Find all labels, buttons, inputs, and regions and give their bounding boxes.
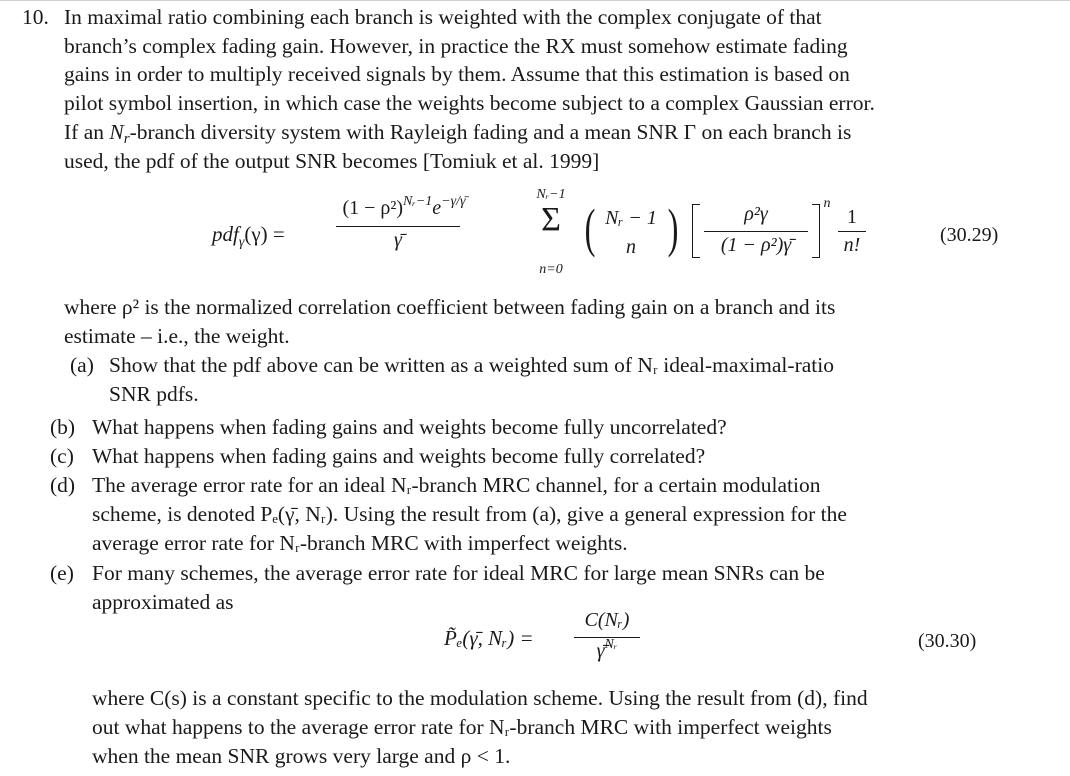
eq1-fraction-bar (336, 226, 460, 227)
problem-number: 10. (22, 5, 49, 29)
intro-line: In maximal ratio combining each branch is weighted with the complex conjugate of that (64, 5, 822, 29)
intro-line: pilot symbol insertion, in which case the weights become subject to a complex Gaussian error. (64, 91, 875, 115)
part-b-text: What happens when fading gains and weights become fully uncorrelated? (92, 415, 727, 439)
intro-line: branch’s complex fading gain. However, in practice the RX must somehow estimate fading (64, 34, 848, 58)
part-a-label: (a) (70, 353, 94, 377)
intro-line: gains in order to multiply received signals by them. Assume that this estimation is based on (64, 62, 850, 86)
closing-line: out what happens to the average error rate for Nᵣ-branch MRC with imperfect weights (92, 715, 832, 739)
eq2-lhs: P̃ₑ(γ̄, Nᵣ) = (444, 626, 534, 650)
part-d-text: The average error rate for an ideal Nᵣ-branch MRC channel, for a certain modulation (92, 473, 821, 497)
bracket-right (812, 204, 820, 258)
part-a-text: Show that the pdf above can be written as a weighted sum of Nᵣ ideal-maximal-ratio (109, 353, 834, 377)
bracket-numerator: ρ²γ (744, 203, 768, 225)
intro-line: used, the pdf of the output SNR becomes [Tomiuk et al. 1999] (64, 149, 600, 173)
summation-sign: Σ (541, 201, 561, 238)
equation-number: (30.29) (940, 224, 999, 246)
binom-bottom: n (626, 236, 636, 258)
part-d-text: scheme, is denoted Pₑ(γ̄, Nᵣ). Using the result from (a), give a general expression for the (92, 502, 847, 526)
eq1-lhs: pdf$_\gamma$(γ) = (212, 222, 285, 250)
part-a-text: SNR pdfs. (109, 382, 199, 406)
eq1-numerator: $(1 - \rho^2)^{Nᵣ-1}e^{-\gamma/\gammā}$ (342, 194, 466, 219)
closing-line: where C(s) is a constant specific to the modulation scheme. Using the result from (d), find (92, 686, 868, 710)
bracket-denominator: (1 − ρ²)γ̄ (720, 234, 792, 256)
binom-left-paren: ( (584, 198, 596, 258)
after-eq-line: where ρ² is the normalized correlation coefficient between fading gain on a branch and its (64, 295, 836, 319)
binom-top: Nᵣ − 1 (605, 207, 657, 229)
nr-symbol: Nr (109, 120, 130, 147)
intro-line5-start: If an (64, 120, 110, 144)
intro-line5-end: -branch diversity system with Rayleigh fading and a mean SNR Γ on each branch is (129, 120, 852, 144)
eq2-denominator: γ̄$^{Nᵣ}$ (596, 637, 618, 662)
part-e-label: (e) (50, 561, 74, 585)
part-c-label: (c) (50, 444, 74, 468)
part-c-text: What happens when fading gains and weights become fully correlated? (92, 444, 706, 468)
part-d-label: (d) (50, 473, 76, 497)
eq1-denominator: γ̄ (394, 229, 402, 251)
closing-line: when the mean SNR grows very large and ρ < 1. (92, 744, 511, 768)
equation-number: (30.30) (918, 630, 977, 652)
after-eq-line: estimate – i.e., the weight. (64, 324, 290, 348)
part-e-text: For many schemes, the average error rate for ideal MRC for large mean SNRs can be (92, 561, 825, 585)
factorial-denominator: n! (843, 234, 861, 256)
part-b-label: (b) (50, 415, 76, 439)
sum-lower-limit: n=0 (539, 262, 563, 277)
eq2-numerator: C(Nᵣ) (584, 609, 630, 631)
bracket-left (692, 204, 700, 258)
bracket-power: n (823, 196, 831, 211)
page-top-rule (0, 0, 1070, 1)
factorial-numerator: 1 (847, 206, 857, 228)
part-e-text: approximated as (92, 590, 234, 614)
sum-upper-limit: Nᵣ−1 (536, 187, 566, 202)
intro-line (64, 118, 851, 150)
part-d-text: average error rate for Nᵣ-branch MRC with imperfect weights. (92, 531, 628, 555)
binom-right-paren: ) (667, 198, 679, 258)
factorial-bar (838, 231, 866, 232)
bracket-fraction-bar (704, 231, 808, 232)
